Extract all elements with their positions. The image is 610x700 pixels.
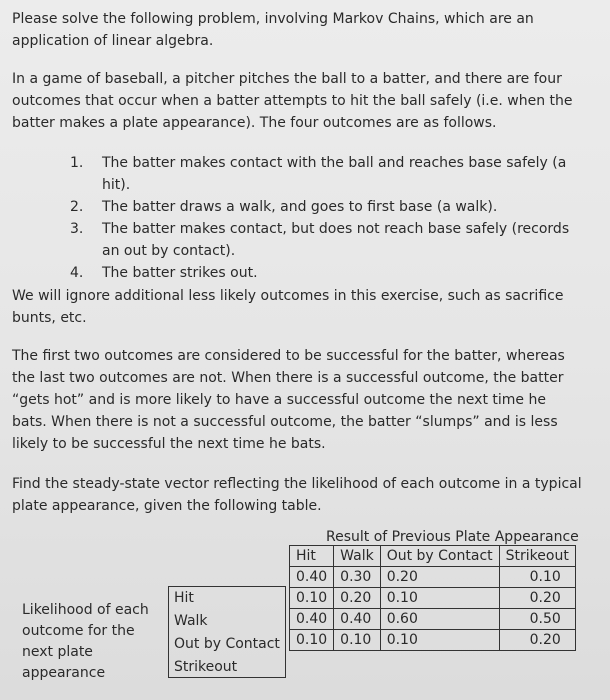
row-label: Walk (174, 613, 208, 629)
table-cell: 0.60 (380, 609, 499, 630)
table-cell: 0.10 (499, 567, 575, 588)
table-row (290, 588, 576, 609)
table-row (290, 567, 576, 588)
table-cell: 0.10 (290, 588, 334, 609)
list-text: The batter makes contact with the ball and reaches base safely (a hit). (102, 155, 567, 193)
table-cell: 0.10 (290, 630, 334, 651)
table-row (290, 630, 576, 651)
list-item (70, 196, 590, 218)
row-labels-box (168, 586, 286, 678)
list-item (70, 152, 590, 196)
table-cell: 0.10 (380, 630, 499, 651)
list-item (70, 218, 590, 262)
success-paragraph: The first two outcomes are considered to be successful for the batter, whereas the last two outcomes are not. When there is a successful outcome, the batter “gets hot” and is more likely to have a successful outcome the next time he bats. When there is not a successful outcome, the batter “slumps” and is less likely to be successful the next time he bats. (12, 348, 565, 452)
row-axis-label: Likelihood of each outcome for the next plate appearance (22, 602, 149, 681)
list-number: 3. (70, 221, 84, 237)
transition-table (289, 545, 576, 651)
table-cell: 0.30 (334, 567, 381, 588)
list-number: 1. (70, 155, 84, 171)
table-cell: 0.20 (499, 630, 575, 651)
column-header: Hit (290, 546, 334, 567)
outcome-list (70, 152, 590, 284)
table-cell: 0.10 (334, 630, 381, 651)
row-label: Out by Contact (174, 636, 280, 652)
column-header: Walk (334, 546, 381, 567)
table-cell: 0.40 (290, 609, 334, 630)
table-row (290, 609, 576, 630)
table-title: Result of Previous Plate Appearance (326, 529, 579, 545)
table-cell: 0.40 (290, 567, 334, 588)
task-paragraph: Find the steady-state vector reflecting the likelihood of each outcome in a typical plate appearance, given the following table. (12, 476, 582, 514)
list-number: 2. (70, 199, 84, 215)
intro-paragraph: Please solve the following problem, involving Markov Chains, which are an application of linear algebra. (12, 11, 534, 49)
row-label: Strikeout (174, 659, 238, 675)
ignore-paragraph: We will ignore additional less likely outcomes in this exercise, such as sacrifice bunts, etc. (12, 288, 564, 326)
column-header: Strikeout (499, 546, 575, 567)
list-text: The batter draws a walk, and goes to first base (a walk). (102, 199, 498, 215)
list-text: The batter strikes out. (102, 265, 258, 281)
table-cell: 0.20 (499, 588, 575, 609)
table-cell: 0.10 (380, 588, 499, 609)
table-cell: 0.20 (334, 588, 381, 609)
list-number: 4. (70, 265, 84, 281)
table-cell: 0.20 (380, 567, 499, 588)
row-label: Hit (174, 590, 194, 606)
table-cell: 0.40 (334, 609, 381, 630)
list-text: The batter makes contact, but does not reach base safely (records an out by contact). (102, 221, 570, 259)
table-cell: 0.50 (499, 609, 575, 630)
setup-paragraph: In a game of baseball, a pitcher pitches the ball to a batter, and there are four outcomes that occur when a batter attempts to hit the ball safely (i.e. when the batter makes a plate appearance). The four outcomes are as follows. (12, 71, 573, 131)
column-header: Out by Contact (380, 546, 499, 567)
table-header-row (290, 546, 576, 567)
list-item (70, 262, 590, 284)
